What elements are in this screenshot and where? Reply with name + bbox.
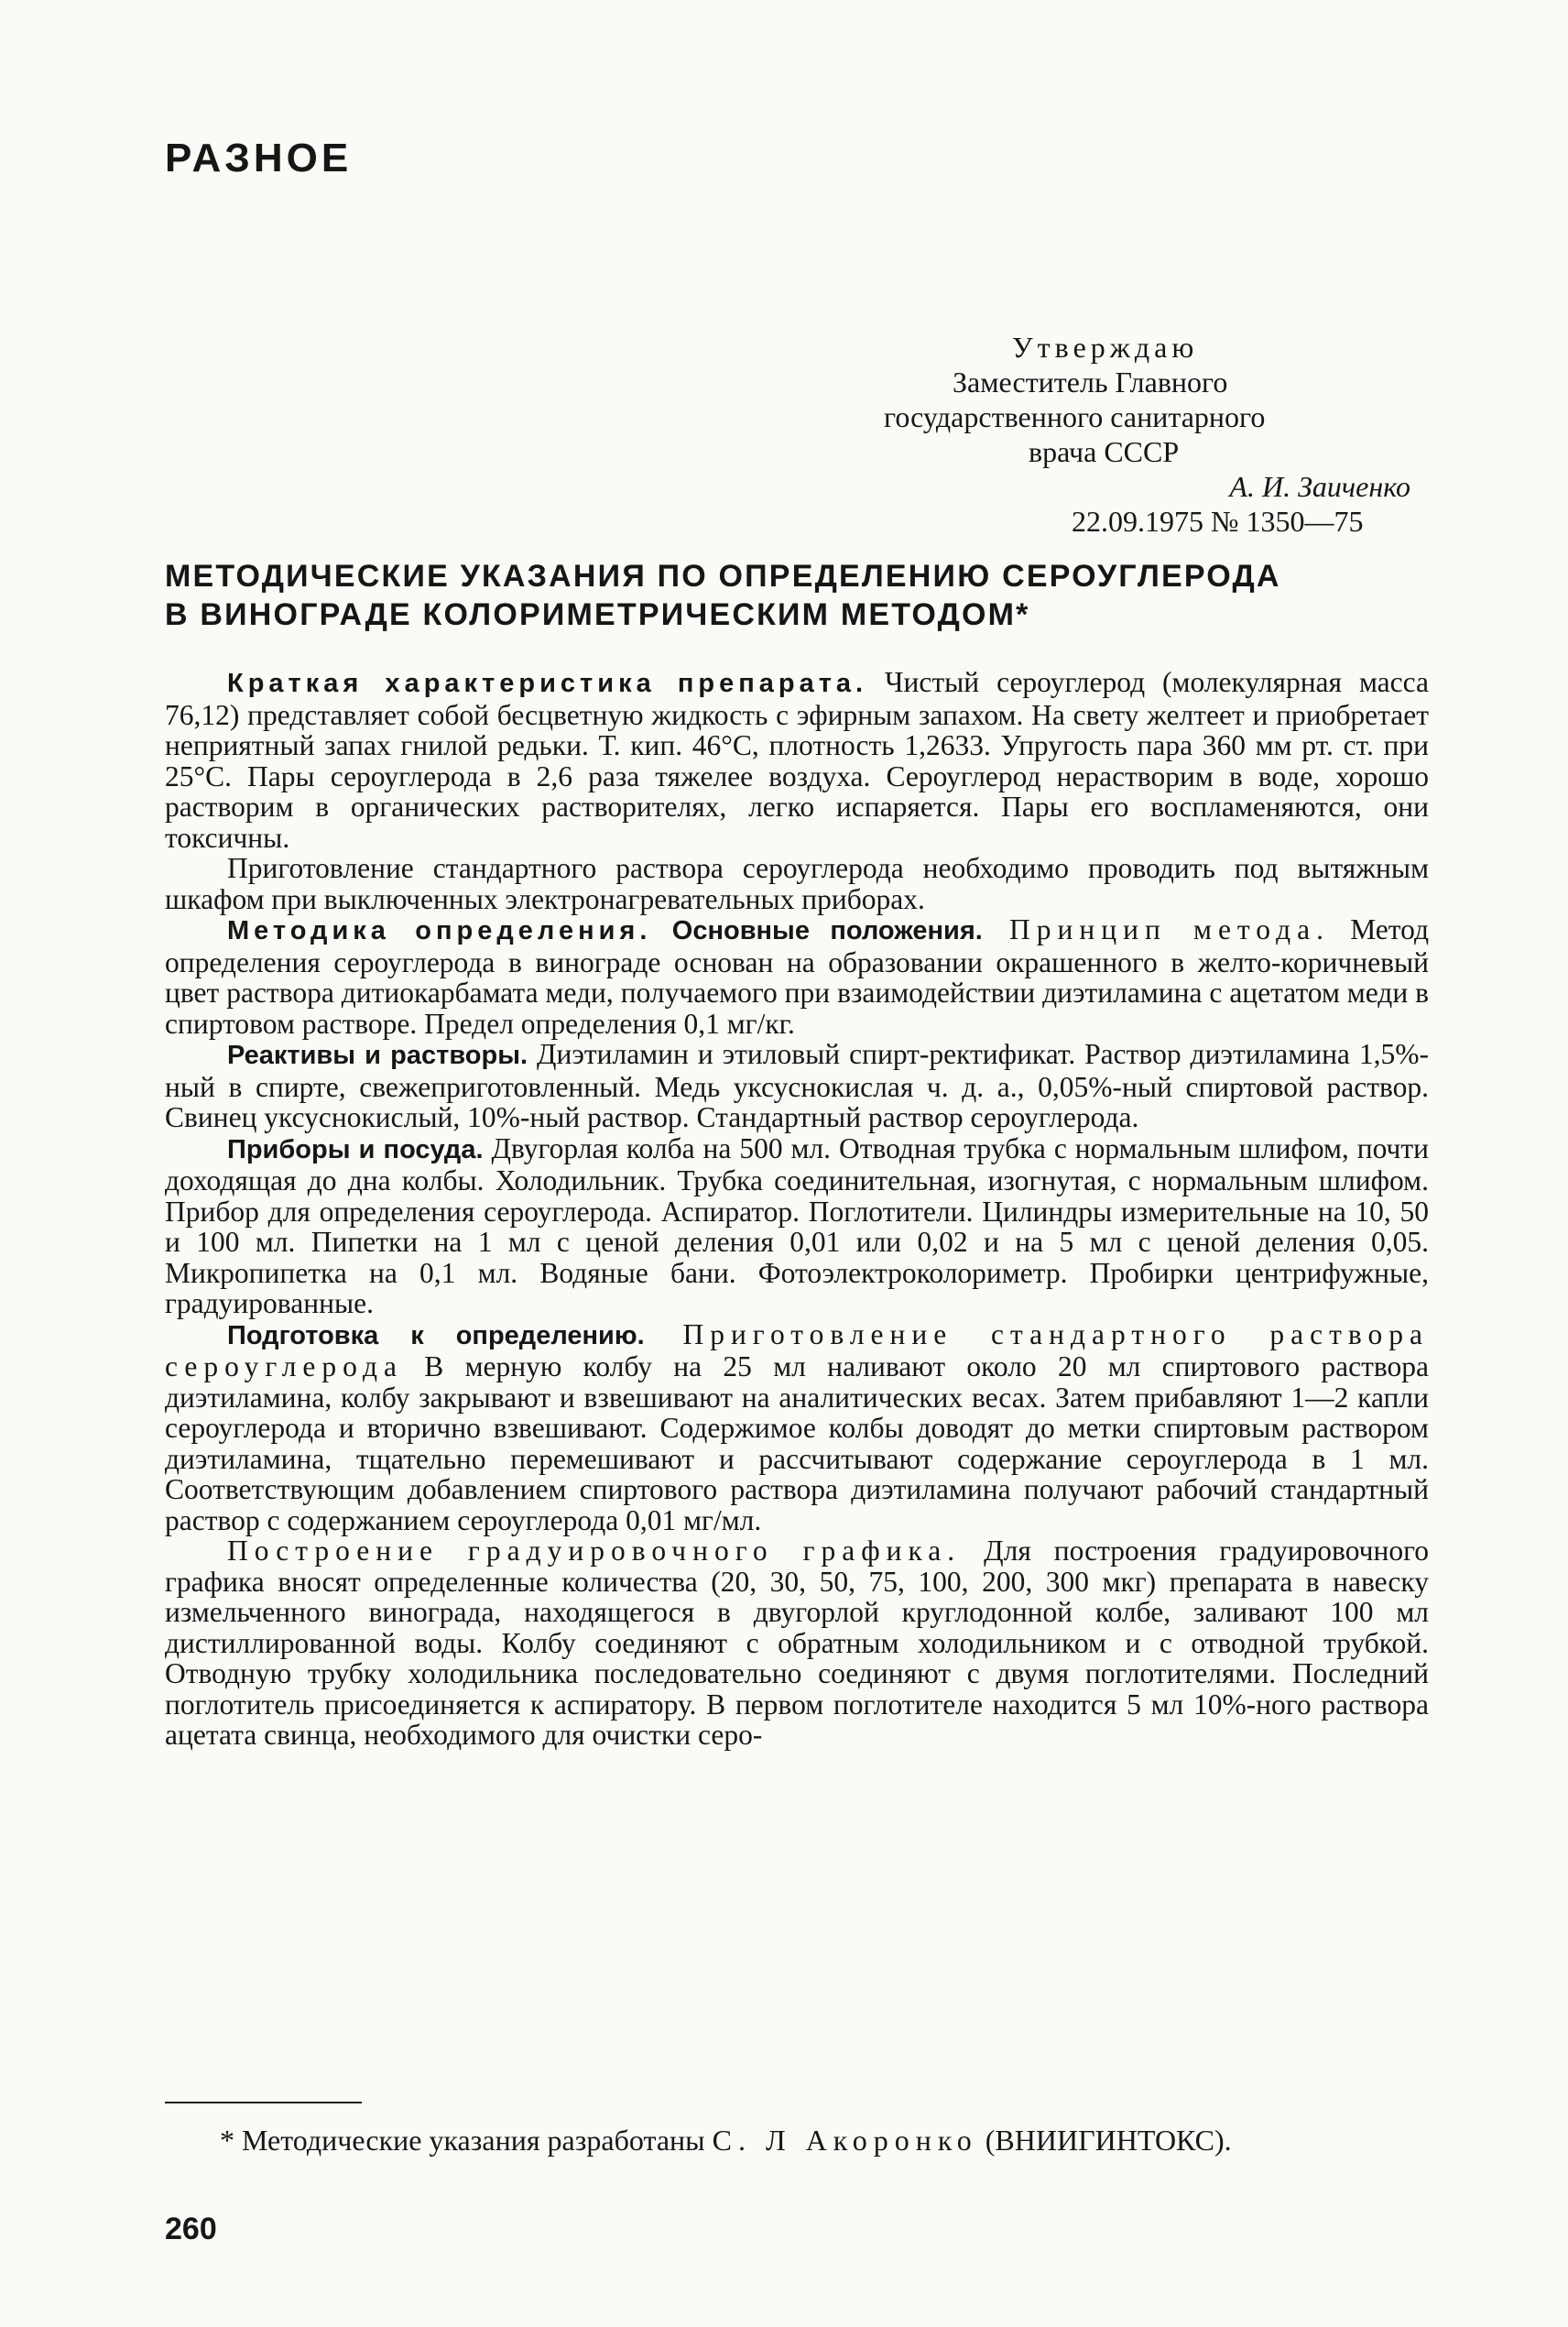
approval-line: врача СССР xyxy=(1029,435,1180,468)
approval-line: Заместитель Главного xyxy=(953,366,1228,399)
body-text xyxy=(165,667,1429,1751)
footnote-divider xyxy=(165,2102,362,2103)
method-heading: Методика определения. xyxy=(227,916,652,945)
paragraph-calibration xyxy=(165,1535,1429,1751)
page-number: 260 xyxy=(165,2212,217,2246)
prep-heading: Подготовка к определению. xyxy=(227,1320,645,1350)
reagents-text: Диэтиламин и этиловый спирт-ректификат. Раствор диэтиламина 1,5%-ный в спирте, свежеприготовленный. Медь уксуснокислая ч. д. а., 0,05%-ный спиртовой раствор. Свинец уксуснокислый, 10%-ный раствор. Стандартный раствор сероуглерода. xyxy=(165,1038,1429,1133)
approval-line: Утверждаю xyxy=(1012,331,1199,364)
paragraph-reagents xyxy=(165,1039,1429,1133)
prep-subheading: Приготовление стандартного раствора сероуглерода xyxy=(165,1317,1429,1382)
footnote xyxy=(165,2124,1429,2157)
equipment-text: Двугорлая колба на 500 мл. Отводная трубка с нормальным шлифом, почти доходящая до дна колбы. Холодильник. Трубка соединительная, изогнутая, с нормальным шлифом. Прибор для определения сероуглерода. Аспиратор. Поглотители. Цилиндры измерительные на 10, 50 и 100 мл. Пипетки на 1 мл с ценой деления 0,01 или 0,02 и на 5 мл с ценой деления 0,05. Микропипетка на 0,1 мл. Водяные бани. Фотоэлектроколориметр. Пробирки центрифужные, градуированные. xyxy=(165,1131,1429,1319)
document-title xyxy=(165,557,1429,634)
paragraph-brief xyxy=(165,667,1429,853)
approval-line: государственного санитарного xyxy=(884,400,1266,433)
title-line: В ВИНОГРАДЕ КОЛОРИМЕТРИЧЕСКИМ МЕТОДОМ* xyxy=(165,597,1030,632)
footnote-prefix: * Методические указания разработаны xyxy=(220,2124,705,2157)
calibration-text: Для построения градуировочного графика вносят определенные количества (20, 30, 50, 75, 100, 200, 300 мкг) препарата в навеску измельченного винограда, находящегося в двугорлой круглодонной колбе, заливают 100 мл дистиллированной воды. Колбу соединяют с обратным холодильником и с отводной трубкой. Отводную трубку холодильника последовательно соединяют с двумя поглотителями. Последний поглотитель присоединяется к аспиратору. В первом поглотителе находится 5 мл 10%-ного раствора ацетата свинца, необходимого для очистки серо- xyxy=(165,1535,1429,1751)
method-principle-label: Принцип метода. xyxy=(982,913,1331,945)
approval-date-number: 22.09.1975 № 1350—75 xyxy=(1072,505,1364,538)
brief-heading: Краткая характеристика препарата. xyxy=(227,669,868,698)
approval-signatory: А. И. Заиченко xyxy=(1229,470,1410,503)
method-subheading: Основные положения. xyxy=(651,916,983,945)
equipment-heading: Приборы и посуда. xyxy=(227,1134,484,1164)
paragraph-method xyxy=(165,914,1429,1039)
section-heading: РАЗНОЕ xyxy=(165,136,353,180)
reagents-heading: Реактивы и растворы. xyxy=(227,1041,528,1070)
paragraph-equipment xyxy=(165,1133,1429,1319)
footnote-org: (ВНИИГИНТОКС). xyxy=(977,2124,1232,2157)
brief-text: Чистый сероуглерод (молекулярная масса 76,12) представляет собой бесцветную жидкость с эфирным запахом. На свету желтеет и приобретает неприятный запах гнилой редьки. Т. кип. 46°С, плотность 1,2633. Упругость пара 360 мм рт. ст. при 25°С. Пары сероуглерода в 2,6 раза тяжелее воздуха. Сероуглерод нерастворим в воде, хорошо растворим в органических растворителях, легко испаряется. Пары его воспламеняются, они токсичны. xyxy=(165,666,1429,854)
calibration-heading: Построение градуировочного графика. xyxy=(227,1535,962,1567)
paragraph-preparation-note: Приготовление стандартного раствора сероуглерода необходимо проводить под вытяжным шкафом при выключенных электронагревательных приборах. xyxy=(165,852,1429,915)
method-text: Метод определения сероуглерода в винограде основан на образовании окрашенного в желто-коричневый цвет раствора дитиокарбамата меди, получаемого при взаимодействии диэтиламина с ацетатом меди в спиртовом растворе. Предел определения 0,1 мг/кг. xyxy=(165,913,1430,1040)
title-line: МЕТОДИЧЕСКИЕ УКАЗАНИЯ ПО ОПРЕДЕЛЕНИЮ СЕРОУГЛЕРОДА xyxy=(165,559,1281,594)
paragraph-prep xyxy=(165,1319,1429,1536)
footnote-author: С. Л Акоронко xyxy=(712,2124,978,2157)
prep-text: В мерную колбу на 25 мл наливают около 20 мл спиртового раствора диэтиламина, колбу закрывают и взвешивают на аналитических весах. Затем прибавляют 1—2 капли сероуглерода и вторично взвешивают. Содержимое колбы доводят до метки спиртовым раствором диэтиламина, тщательно перемешивают и рассчитывают содержание сероуглерода в 1 мл. Соответствующим добавлением спиртового раствора диэтиламина получают рабочий стандартный раствор с содержанием сероуглерода 0,01 мг/мл. xyxy=(165,1350,1429,1536)
approval-block xyxy=(861,330,1429,539)
